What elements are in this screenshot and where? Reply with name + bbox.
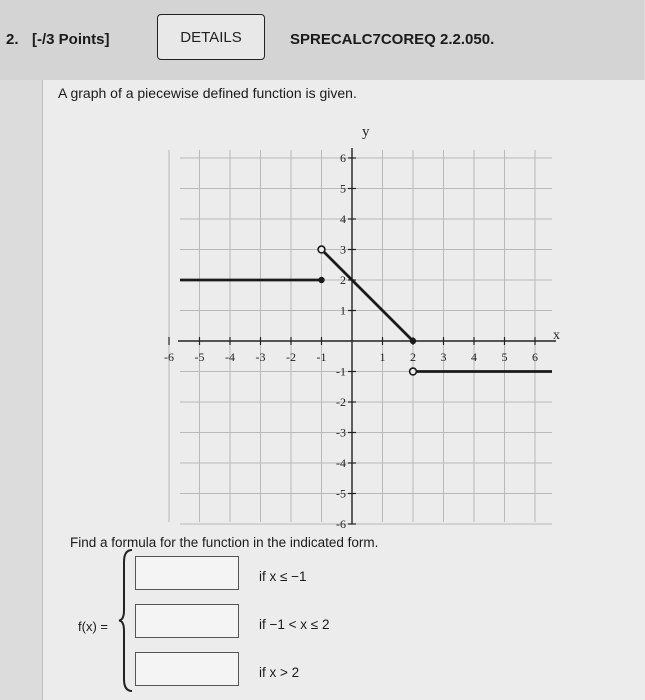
y-tick-label: 3 [340, 242, 346, 257]
left-brace [118, 548, 134, 693]
y-tick-label: -3 [336, 425, 346, 440]
x-tick-label: 6 [532, 350, 538, 364]
x-tick-labels [164, 350, 538, 364]
piece-1-condition: if x ≤ −1 [259, 569, 307, 584]
x-tick-label: 5 [501, 350, 508, 364]
points-label: [-/3 Points] [32, 31, 110, 48]
x-tick-label: -5 [194, 350, 205, 364]
y-tick-label: 1 [340, 303, 346, 318]
piece-2-condition: if −1 < x ≤ 2 [259, 617, 330, 632]
x-tick-label: -6 [164, 350, 174, 364]
x-axis-label: x [553, 328, 560, 343]
y-tick-label: 2 [340, 273, 346, 287]
piece-3-input[interactable] [135, 652, 239, 686]
y-tick-label: -1 [336, 364, 346, 379]
closed-point-1 [318, 277, 324, 283]
graph-grid [169, 150, 552, 524]
piece-1-input[interactable] [135, 556, 239, 590]
details-button[interactable]: DETAILS [157, 14, 265, 60]
x-tick-label: 4 [471, 350, 477, 364]
open-point-1 [318, 246, 325, 253]
piece-3-condition: if x > 2 [259, 665, 300, 680]
y-tick-label: -4 [336, 456, 346, 470]
curve-piece-2 [322, 250, 414, 342]
y-tick-label: -5 [336, 486, 346, 501]
x-tick-label: -4 [225, 350, 235, 364]
x-tick-label: -1 [316, 350, 327, 364]
x-tick-label: 1 [379, 350, 386, 364]
question-id: SPRECALC7COREQ 2.2.050. [290, 31, 495, 48]
graph-axes [169, 148, 556, 524]
closed-point-2 [410, 338, 416, 344]
x-tick-label: 2 [410, 350, 416, 364]
question-header [0, 0, 644, 80]
y-tick-label: 6 [340, 151, 346, 165]
y-axis-label: y [362, 124, 370, 140]
find-formula-text: Find a formula for the function in the indicated form. [70, 535, 379, 550]
x-tick-label: 3 [440, 350, 447, 364]
fx-label: f(x) = [78, 619, 108, 634]
question-number: 2. [6, 31, 19, 48]
y-tick-label: 5 [340, 181, 346, 196]
open-point-2 [410, 368, 417, 375]
x-tick-label: -3 [255, 350, 266, 364]
piece-2-input[interactable] [135, 604, 239, 638]
y-tick-label: 4 [340, 212, 346, 226]
piecewise-graph [164, 120, 560, 531]
x-tick-label: -2 [286, 350, 296, 364]
y-tick-label: -6 [336, 517, 346, 531]
y-tick-label: -2 [336, 395, 346, 409]
question-prompt: A graph of a piecewise defined function is given. [58, 85, 357, 101]
